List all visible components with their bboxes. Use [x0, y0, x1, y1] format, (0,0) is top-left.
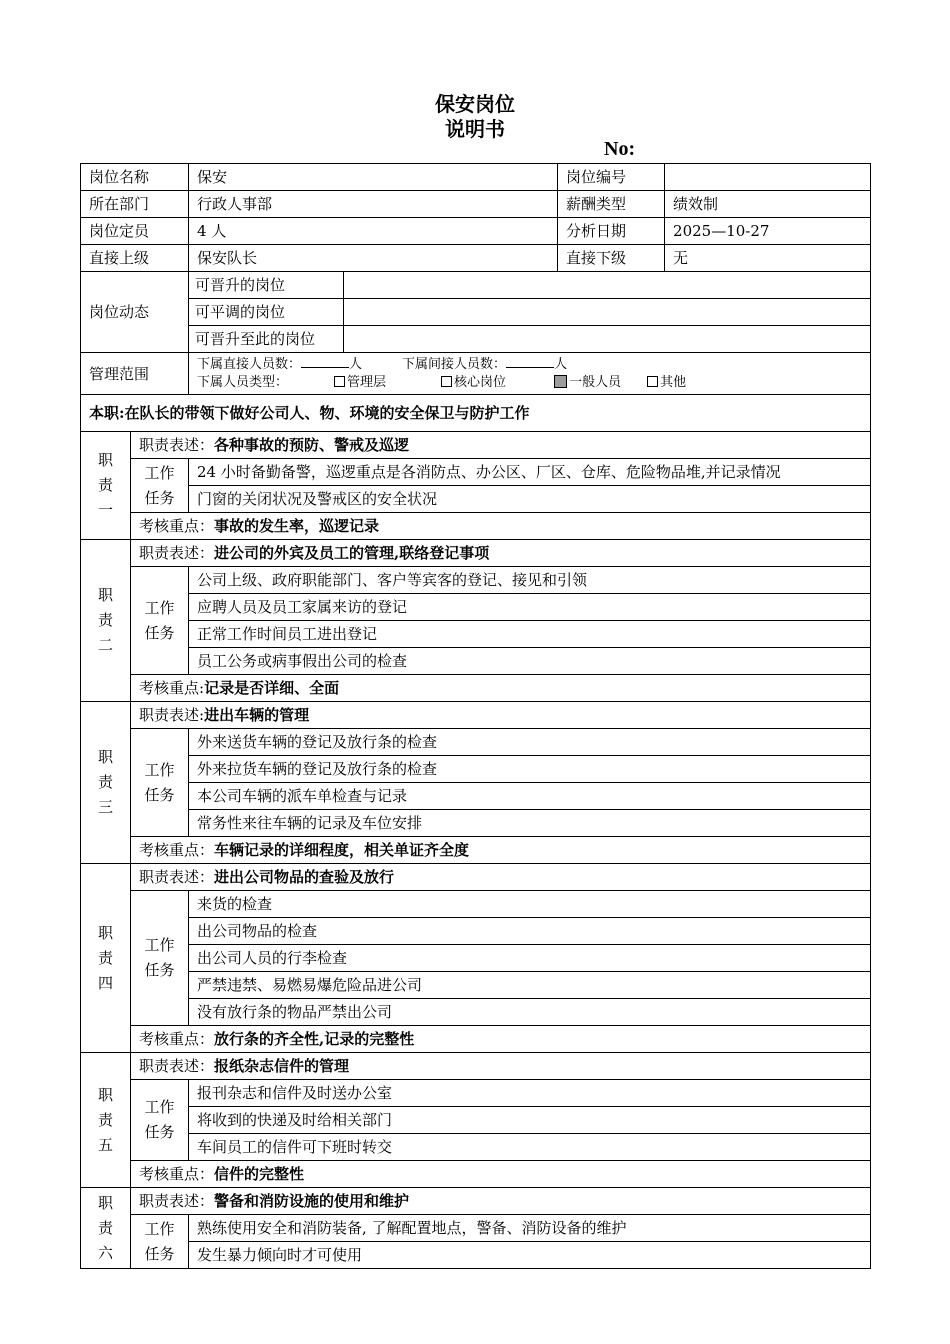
- date-value: 2025—10-27: [665, 218, 871, 245]
- assessment-focus-text: 记录是否详细、全面: [204, 679, 340, 697]
- row-dynamics-3: [81, 326, 871, 353]
- duty-section-label: [81, 432, 131, 540]
- duty-task-row: [81, 486, 871, 513]
- duty-section-char: 职: [97, 1085, 113, 1104]
- management-label: 管理范围: [81, 353, 189, 395]
- assessment-focus-text: 放行条的齐全性,记录的完整性: [214, 1030, 415, 1048]
- duty-task-row: [81, 1134, 871, 1161]
- duty-section-char: 职: [97, 923, 113, 942]
- work-task-label-line: 任务: [144, 961, 175, 979]
- duty-desc-row: [81, 1053, 871, 1080]
- assessment-focus: [131, 837, 871, 864]
- duty-description-text: 警备和消防设施的使用和维护: [214, 1192, 410, 1210]
- work-task-label-line: 工作: [144, 1098, 175, 1116]
- post-name-value: 保安: [189, 164, 558, 191]
- duty-description: [131, 864, 871, 891]
- duty-desc-row: [81, 1188, 871, 1215]
- quota-value: 4 人: [189, 218, 558, 245]
- duty-description-text: 各种事故的预防、警戒及巡逻: [214, 436, 410, 454]
- salary-value: 绩效制: [665, 191, 871, 218]
- duty-section-char: 责: [97, 611, 113, 629]
- row-main-duty: [81, 395, 871, 432]
- duty-desc-row: [81, 864, 871, 891]
- duty-description: [131, 702, 871, 729]
- work-task-label-line: 任务: [144, 488, 175, 507]
- row-superior: [81, 245, 871, 272]
- duty-task-row: [81, 567, 871, 594]
- work-task-label-line: 任务: [144, 623, 175, 642]
- checkbox-general-label: 一般人员: [569, 375, 622, 390]
- row-post-name: [81, 164, 871, 191]
- duty-description-label: 职责表述：: [139, 1057, 215, 1075]
- superior-value: 保安队长: [189, 245, 558, 272]
- subordinate-label: 直接下级: [558, 245, 665, 272]
- checkbox-management-label: 管理层: [347, 375, 387, 390]
- checkbox-core-icon[interactable]: [441, 376, 452, 387]
- work-task-label-line: 任务: [144, 785, 175, 804]
- row-dept: [81, 191, 871, 218]
- duty-description-text: 报纸杂志信件的管理: [214, 1057, 350, 1075]
- duty-description-label: 职责表述：: [139, 544, 215, 562]
- duty-section-char: 责: [97, 948, 113, 967]
- duty-task-row: [81, 1215, 871, 1242]
- duty-check-row: [81, 675, 871, 702]
- duty-description: [131, 540, 871, 567]
- salary-label: 薪酬类型: [558, 191, 665, 218]
- duty-section-label: [81, 864, 131, 1053]
- dept-value: 行政人事部: [189, 191, 558, 218]
- doc-title-line1: 保安岗位: [435, 92, 515, 116]
- dynamics-row-value: [344, 299, 871, 326]
- post-name-label: 岗位名称: [81, 164, 189, 191]
- duty-description: [131, 432, 871, 459]
- date-label: 分析日期: [558, 218, 665, 245]
- work-task-label: [131, 567, 189, 675]
- duty-task-row: [81, 945, 871, 972]
- assessment-focus: [131, 1161, 871, 1188]
- checkbox-general-icon[interactable]: [554, 375, 567, 388]
- work-task-label: [131, 459, 189, 513]
- duty-description-label: 职责表述：: [139, 868, 215, 886]
- row-dynamics-1: [81, 272, 871, 299]
- assessment-focus: [131, 1026, 871, 1053]
- duty-task-row: [81, 459, 871, 486]
- dynamics-row-label: 可平调的岗位: [189, 299, 344, 326]
- duty-section-char: 职: [97, 748, 113, 766]
- work-task-label-line: 工作: [144, 1219, 175, 1238]
- dynamics-row-label: 可晋升至此的岗位: [189, 326, 344, 353]
- management-types: [197, 374, 862, 392]
- duty-section-char: 职: [97, 451, 113, 469]
- checkbox-other-icon[interactable]: [647, 376, 658, 387]
- duty-task-row: [81, 621, 871, 648]
- assessment-focus-text: 事故的发生率，巡逻记录: [214, 517, 380, 535]
- work-task-label-line: 任务: [144, 1123, 175, 1141]
- assessment-focus-label: 考核重点:: [139, 679, 205, 697]
- doc-title-line2: 说明书: [445, 117, 505, 141]
- duty-section-char: 职: [97, 586, 113, 604]
- work-task-item: 本公司车辆的派车单检查与记录: [189, 783, 871, 810]
- direct-count-label: 下属直接人员数：: [197, 357, 302, 372]
- duty-section-char: 三: [97, 798, 113, 816]
- work-task-item: 应聘人员及员工家属来访的登记: [189, 594, 871, 621]
- assessment-focus: [131, 675, 871, 702]
- assessment-focus-label: 考核重点：: [139, 517, 215, 535]
- superior-label: 直接上级: [81, 245, 189, 272]
- work-task-item: 出公司人员的行李检查: [189, 945, 871, 972]
- management-scope: [189, 353, 871, 395]
- duty-section-label: [81, 1188, 131, 1269]
- duty-check-row: [81, 513, 871, 540]
- assessment-focus-label: 考核重点：: [139, 1165, 215, 1183]
- subordinate-value: 无: [665, 245, 871, 272]
- direct-count-blank: [301, 355, 349, 368]
- duty-section-label: [81, 702, 131, 864]
- duty-description-text: 进出公司物品的查验及放行: [214, 868, 395, 886]
- work-task-item: 门窗的关闭状况及警戒区的安全状况: [189, 486, 871, 513]
- duty-check-row: [81, 837, 871, 864]
- work-task-item: 24 小时备勤备警，巡逻重点是各消防点、办公区、厂区、仓库、危险物品堆,并记录情况: [189, 459, 871, 486]
- indirect-count-unit: 人: [554, 357, 568, 372]
- assessment-focus-text: 信件的完整性: [214, 1165, 305, 1183]
- duty-description-text: 进出车辆的管理: [204, 706, 310, 724]
- work-task-label: [131, 891, 189, 1026]
- duty-task-row: [81, 1080, 871, 1107]
- dynamics-row-value: [344, 272, 871, 299]
- duty-desc-row: [81, 702, 871, 729]
- duty-desc-row: [81, 540, 871, 567]
- assessment-focus-label: 考核重点：: [139, 1030, 215, 1048]
- management-counts: [197, 355, 862, 374]
- duty-task-row: [81, 972, 871, 999]
- duty-section-char: 责: [97, 476, 113, 494]
- duty-task-row: [81, 729, 871, 756]
- duty-task-row: [81, 1107, 871, 1134]
- work-task-label: [131, 1080, 189, 1161]
- work-task-item: 没有放行条的物品严禁出公司: [189, 999, 871, 1026]
- row-dynamics-2: [81, 299, 871, 326]
- duty-section-char: 五: [97, 1135, 113, 1154]
- dept-label: 所在部门: [81, 191, 189, 218]
- work-task-item: 出公司物品的检查: [189, 918, 871, 945]
- duty-task-row: [81, 783, 871, 810]
- work-task-item: 公司上级、政府职能部门、客户等宾客的登记、接见和引领: [189, 567, 871, 594]
- duty-task-row: [81, 648, 871, 675]
- staff-type-label: 下属人员类型：: [197, 375, 289, 390]
- duty-task-row: [81, 891, 871, 918]
- direct-count-unit: 人: [349, 357, 363, 372]
- dynamics-row-value: [344, 326, 871, 353]
- duty-section-char: 二: [97, 636, 113, 654]
- duty-task-row: [81, 810, 871, 837]
- duty-check-row: [81, 1026, 871, 1053]
- dynamics-row-label: 可晋升的岗位: [189, 272, 344, 299]
- assessment-focus-text: 车辆记录的详细程度，相关单证齐全度: [214, 841, 470, 859]
- indirect-count-label: 下属间接人员数：: [402, 357, 507, 372]
- work-task-label: [131, 1215, 189, 1269]
- assessment-focus-label: 考核重点：: [139, 841, 215, 859]
- duty-section-char: 责: [97, 1218, 113, 1237]
- main-duty: 本职:在队长的带领下做好公司人、物、环境的安全保卫与防护工作: [81, 395, 871, 432]
- work-task-label-line: 工作: [144, 760, 175, 779]
- row-quota: [81, 218, 871, 245]
- duty-description: [131, 1053, 871, 1080]
- work-task-label-line: 任务: [144, 1244, 175, 1263]
- checkbox-management-icon[interactable]: [334, 376, 345, 387]
- work-task-item: 报刊杂志和信件及时送办公室: [189, 1080, 871, 1107]
- dynamics-label: 岗位动态: [81, 272, 189, 353]
- quota-label: 岗位定员: [81, 218, 189, 245]
- job-description-table: [80, 163, 871, 1269]
- duty-section-char: 六: [97, 1243, 113, 1262]
- indirect-count-blank: [506, 355, 554, 368]
- duty-description-text: 进公司的外宾及员工的管理,联络登记事项: [214, 544, 490, 562]
- work-task-item: 常务性来往车辆的记录及车位安排: [189, 810, 871, 837]
- duty-description: [131, 1188, 871, 1215]
- work-task-item: 发生暴力倾向时才可使用: [189, 1242, 871, 1269]
- duty-desc-row: [81, 432, 871, 459]
- work-task-item: 外来拉货车辆的登记及放行条的检查: [189, 756, 871, 783]
- duty-task-row: [81, 1242, 871, 1269]
- work-task-item: 将收到的快递及时给相关部门: [189, 1107, 871, 1134]
- duty-check-row: [81, 1161, 871, 1188]
- duty-task-row: [81, 918, 871, 945]
- duty-description-label: 职责表述:: [139, 706, 205, 724]
- duty-task-row: [81, 999, 871, 1026]
- work-task-label-line: 工作: [144, 598, 175, 617]
- checkbox-other-label: 其他: [660, 375, 687, 390]
- work-task-item: 严禁违禁、易燃易爆危险品进公司: [189, 972, 871, 999]
- duty-description-label: 职责表述：: [139, 1192, 215, 1210]
- duty-task-row: [81, 594, 871, 621]
- work-task-item: 熟练使用安全和消防装备, 了解配置地点，警备、消防设备的维护: [189, 1215, 871, 1242]
- work-task-item: 正常工作时间员工进出登记: [189, 621, 871, 648]
- checkbox-core-label: 核心岗位: [454, 375, 507, 390]
- duty-section-char: 一: [97, 501, 113, 519]
- duty-section-char: 四: [97, 973, 113, 992]
- work-task-item: 外来送货车辆的登记及放行条的检查: [189, 729, 871, 756]
- row-management: [81, 353, 871, 395]
- work-task-item: 车间员工的信件可下班时转交: [189, 1134, 871, 1161]
- work-task-label-line: 工作: [144, 936, 175, 954]
- work-task-item: 来货的检查: [189, 891, 871, 918]
- work-task-label-line: 工作: [144, 463, 175, 482]
- duty-section-char: 责: [97, 1110, 113, 1129]
- post-code-value: [665, 164, 871, 191]
- duty-section-char: 责: [97, 773, 113, 791]
- doc-number-label: No:: [604, 138, 636, 160]
- duty-description-label: 职责表述：: [139, 436, 215, 454]
- duty-task-row: [81, 756, 871, 783]
- work-task-item: 员工公务或病事假出公司的检查: [189, 648, 871, 675]
- work-task-label: [131, 729, 189, 837]
- duty-section-char: 职: [97, 1193, 113, 1212]
- post-code-label: 岗位编号: [558, 164, 665, 191]
- assessment-focus: [131, 513, 871, 540]
- duty-section-label: [81, 1053, 131, 1188]
- duty-section-label: [81, 540, 131, 702]
